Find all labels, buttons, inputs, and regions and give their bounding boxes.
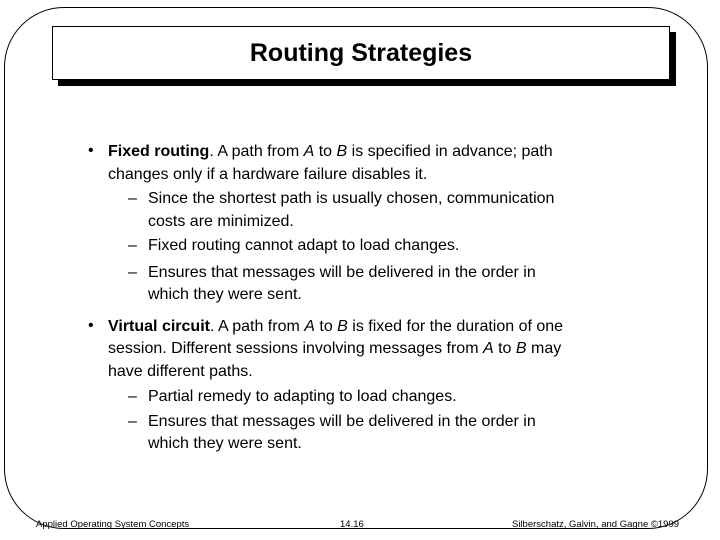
text: to (493, 340, 516, 357)
text: B (515, 340, 527, 357)
slide-title: Routing Strategies (249, 38, 473, 67)
bullet-virtual-circuit-line3: have different paths. (108, 363, 253, 380)
text: is fixed for the duration of one (347, 318, 564, 335)
text: to (314, 318, 338, 335)
sub-item-line2: costs are minimized. (148, 213, 294, 230)
text: to (314, 143, 337, 160)
dash-icon: – (128, 388, 137, 405)
text: session. Different sessions involving messages from (108, 340, 483, 357)
text: may (526, 340, 562, 357)
bullet-fixed-routing-line2: changes only if a hardware failure disables it. (108, 166, 428, 183)
dash-icon: – (128, 190, 137, 207)
dash-icon: – (128, 413, 137, 430)
footer-page-number: 14.16 (340, 519, 364, 530)
sub-item-line1: Since the shortest path is usually chosen, communication (148, 190, 555, 207)
dash-icon: – (128, 264, 137, 281)
text: B (337, 318, 348, 335)
text: A (482, 340, 494, 357)
text: is specified in advance; path (347, 143, 553, 160)
footer-right: Silberschatz, Galvin, and Gagne ©1999 (512, 519, 680, 530)
text: . A path from (209, 143, 304, 160)
bullet-fixed-routing-line1 (108, 140, 668, 164)
footer-left: Applied Operating System Concepts (36, 519, 190, 530)
sub-item-line1: Partial remedy to adapting to load changes. (148, 388, 457, 405)
bullet-lead: Fixed routing (108, 143, 210, 160)
text: . A path from (209, 318, 305, 335)
sub-item-line2: which they were sent. (148, 286, 302, 303)
sub-item-line1: Fixed routing cannot adapt to load changes. (148, 237, 460, 254)
bullet-icon: • (88, 142, 94, 159)
dash-icon: – (128, 237, 137, 254)
bullet-icon: • (88, 317, 94, 334)
bullet-virtual-circuit-line2 (108, 337, 668, 361)
text: A (303, 143, 315, 160)
text: A (304, 318, 315, 335)
bullet-lead: Virtual circuit (108, 318, 210, 335)
sub-item-line2: which they were sent. (148, 435, 302, 452)
text: B (336, 143, 348, 160)
sub-item-line1: Ensures that messages will be delivered in the order in (148, 413, 536, 430)
sub-item-line1: Ensures that messages will be delivered in the order in (148, 264, 536, 281)
bullet-virtual-circuit-line1 (108, 315, 668, 339)
